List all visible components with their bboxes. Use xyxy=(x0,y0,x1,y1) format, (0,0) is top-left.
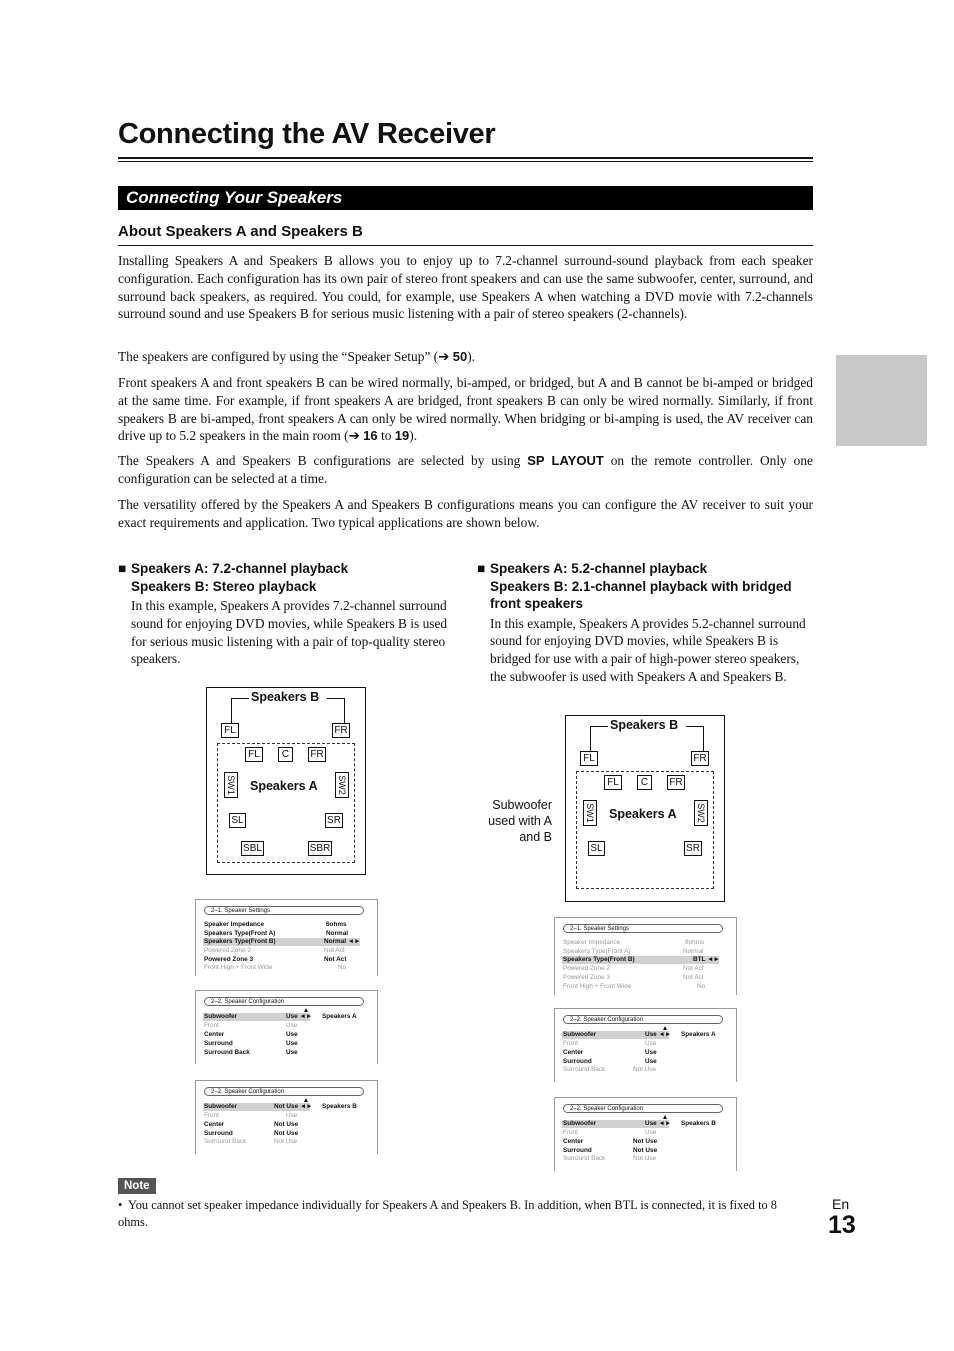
subheading: About Speakers A and Speakers B xyxy=(118,223,363,240)
chapter-tab-marker xyxy=(836,355,927,446)
right-example-text: In this example, Speakers A provides 5.2-channel surround sound for enjoying DVD movies, while Speakers B is bridged for use with a pair of high-power stereo speakers, the subwoofer is used with Speakers A and Speakers B. xyxy=(490,615,806,684)
osd-title: 2–2. Speaker Configuration xyxy=(563,1015,723,1024)
page-title: Connecting the AV Receiver xyxy=(118,118,496,150)
front-left-a-speaker: FL xyxy=(604,775,622,790)
title-rule xyxy=(118,157,813,159)
front-right-b-speaker: FR xyxy=(332,723,350,738)
right-heading-1: Speakers A: 5.2-channel playback xyxy=(490,561,708,576)
subheading-rule xyxy=(118,245,813,246)
sp-layout-key: SP LAYOUT xyxy=(527,453,604,468)
surround-back-left-speaker: SBL xyxy=(241,841,264,856)
arrow-right-icon: ➔ xyxy=(438,349,450,364)
osd-title: 2–2. Speaker Configuration xyxy=(204,997,364,1006)
front-left-a-speaker: FL xyxy=(245,747,263,762)
bullet-square-icon: ■ xyxy=(118,561,127,576)
front-right-a-speaker: FR xyxy=(308,747,326,762)
page-number: 13 xyxy=(828,1211,856,1239)
speakers-a-label: Speakers A xyxy=(250,779,318,793)
page-ref-link[interactable]: 16 xyxy=(363,428,378,444)
versatility-paragraph: The versatility offered by the Speakers A and Speakers B configurations means you can configure the AV receiver to suit your exact requirements and application. Two typical applications are shown below. xyxy=(118,497,813,530)
right-speaker-settings-screen: 2–1. Speaker Settings Speaker Impedance 8ohms Speakers Type(Front A) Normal Speakers Type(Front B) BTL ◄► Powered Zone 2 Not Act Powered Zone 3 Not Act Front High + Front Wide No xyxy=(554,917,737,995)
center-speaker: C xyxy=(637,775,652,790)
left-speaker-diagram xyxy=(206,687,366,875)
surround-right-speaker: SR xyxy=(684,841,702,856)
left-example-text: In this example, Speakers A provides 7.2-channel surround sound for enjoying DVD movies, while Speakers B is used for serious music listening with a pair of top-quality stereo speakers. xyxy=(131,598,448,667)
left-heading-2: Speakers B: Stereo playback xyxy=(131,578,317,594)
title-rule-thin xyxy=(118,161,813,162)
front-right-b-speaker: FR xyxy=(691,751,709,766)
osd-title: 2–2. Speaker Configuration xyxy=(204,1087,364,1096)
page-ref-link[interactable]: 50 xyxy=(452,349,468,364)
right-example xyxy=(477,560,813,686)
speakers-b-label: Speakers B xyxy=(610,718,679,732)
arrow-right-icon: ➔ xyxy=(348,428,360,444)
left-speaker-config-b-screen: 2–2. Speaker Configuration Subwoofer Not Use ◄► Speakers B Front Use Center Not Use Surround Not Use Surround Back Not Use xyxy=(195,1080,378,1154)
surround-back-right-speaker: SBR xyxy=(309,843,331,854)
left-heading-1: Speakers A: 7.2-channel playback xyxy=(131,561,349,576)
osd-title: 2–1. Speaker Settings xyxy=(204,906,364,915)
speakers-a-tag: Speakers A xyxy=(681,1031,716,1038)
surround-left-speaker: SL xyxy=(588,841,605,856)
subwoofer-2-speaker: SW2 xyxy=(335,772,349,798)
subwoofer-1-speaker: SW1 xyxy=(224,772,238,798)
front-left-b-speaker: FL xyxy=(580,751,598,766)
subwoofer-2-speaker: SW2 xyxy=(694,800,708,826)
speakers-b-tag: Speakers B xyxy=(681,1120,716,1127)
intro-paragraph: Installing Speakers A and Speakers B allows you to enjoy up to 7.2-channel surround-sound playback from each speaker configuration. Each configuration has its own pair of stereo front speakers and can use the same subwoofer, center, surround, and surround back speakers, as required. You could, for example, use Speakers A when watching a DVD movie with 7.2-channels surround sound and use Speakers B for serious music listening with a pair of stereo speakers (2-channels). xyxy=(118,253,813,322)
speakers-b-tag: Speakers B xyxy=(322,1103,357,1110)
note-bullet: • xyxy=(118,1198,123,1212)
up-arrow-icon xyxy=(663,1115,667,1119)
setup-paragraph: The speakers are configured by using the “Speaker Setup” (➔ 50). xyxy=(118,349,476,364)
sp-layout-paragraph: The Speakers A and Speakers B configurations are selected by using SP LAYOUT on the remote controller. Only one configuration can be selected at a time. xyxy=(118,453,813,486)
left-speaker-settings-screen: 2–1. Speaker Settings Speaker Impedance 6ohms Speakers Type(Front A) Normal Speakers Type(Front B) Normal ◄► Powered Zone 2 Not Act Powered Zone 3 Not Act Front High + Front Wide No xyxy=(195,899,378,976)
up-arrow-icon xyxy=(304,1008,308,1012)
right-speaker-config-b-screen: 2–2. Speaker Configuration Subwoofer Use ◄► Speakers B Front Use Center Not Use Surround Not Use Surround Back Not Use xyxy=(554,1097,737,1171)
front-right-a-speaker: FR xyxy=(667,775,685,790)
speakers-a-tag: Speakers A xyxy=(322,1013,357,1020)
note-text: • You cannot set speaker impedance individually for Speakers A and Speakers B. In addition, when BTL is connected, it is fixed to 8 ohms. xyxy=(118,1198,777,1229)
right-heading-2: Speakers B: 2.1-channel playback with bridged front speakers xyxy=(490,578,792,611)
surround-left-speaker: SL xyxy=(229,813,246,828)
left-speaker-config-a-screen: 2–2. Speaker Configuration Subwoofer Use ◄► Speakers A Front Use Center Use Surround Use Surround Back Use xyxy=(195,990,378,1064)
bullet-square-icon: ■ xyxy=(477,561,486,576)
osd-title: 2–1. Speaker Settings xyxy=(563,924,723,933)
wiring-paragraph: Front speakers A and front speakers B can be wired normally, bi-amped, or bridged, but A and B cannot be bi-amped or bridged at the same time. For example, if front speakers A are bridged, front speakers B can only be wired normally. Similarly, if front speakers B are bi-amped, front speakers A can only be wired normally. When bridging or bi-amping is used, the AV receiver can drive up to 5.2 speakers in the main room (➔ 16 to 19). xyxy=(118,375,813,444)
osd-title: 2–2. Speaker Configuration xyxy=(563,1104,723,1113)
right-speaker-config-a-screen: 2–2. Speaker Configuration Subwoofer Use ◄► Speakers A Front Use Center Use Surround Use Surround Back Not Use xyxy=(554,1008,737,1082)
center-speaker: C xyxy=(278,747,293,762)
note-label: Note xyxy=(118,1178,156,1194)
left-example xyxy=(118,560,458,668)
front-left-b-speaker: FL xyxy=(221,723,239,738)
speakers-a-label: Speakers A xyxy=(609,807,677,821)
subwoofer-note: Subwoofer used with A and B xyxy=(488,798,552,844)
surround-right-speaker: SR xyxy=(325,813,343,828)
up-arrow-icon xyxy=(663,1026,667,1030)
subwoofer-1-speaker: SW1 xyxy=(583,800,597,826)
speakers-b-label: Speakers B xyxy=(251,690,320,704)
page-language: En xyxy=(832,1196,850,1212)
up-arrow-icon xyxy=(304,1098,308,1102)
section-banner: Connecting Your Speakers xyxy=(118,186,813,210)
page-ref-link[interactable]: 19 xyxy=(394,428,410,444)
right-speaker-diagram xyxy=(565,715,725,902)
